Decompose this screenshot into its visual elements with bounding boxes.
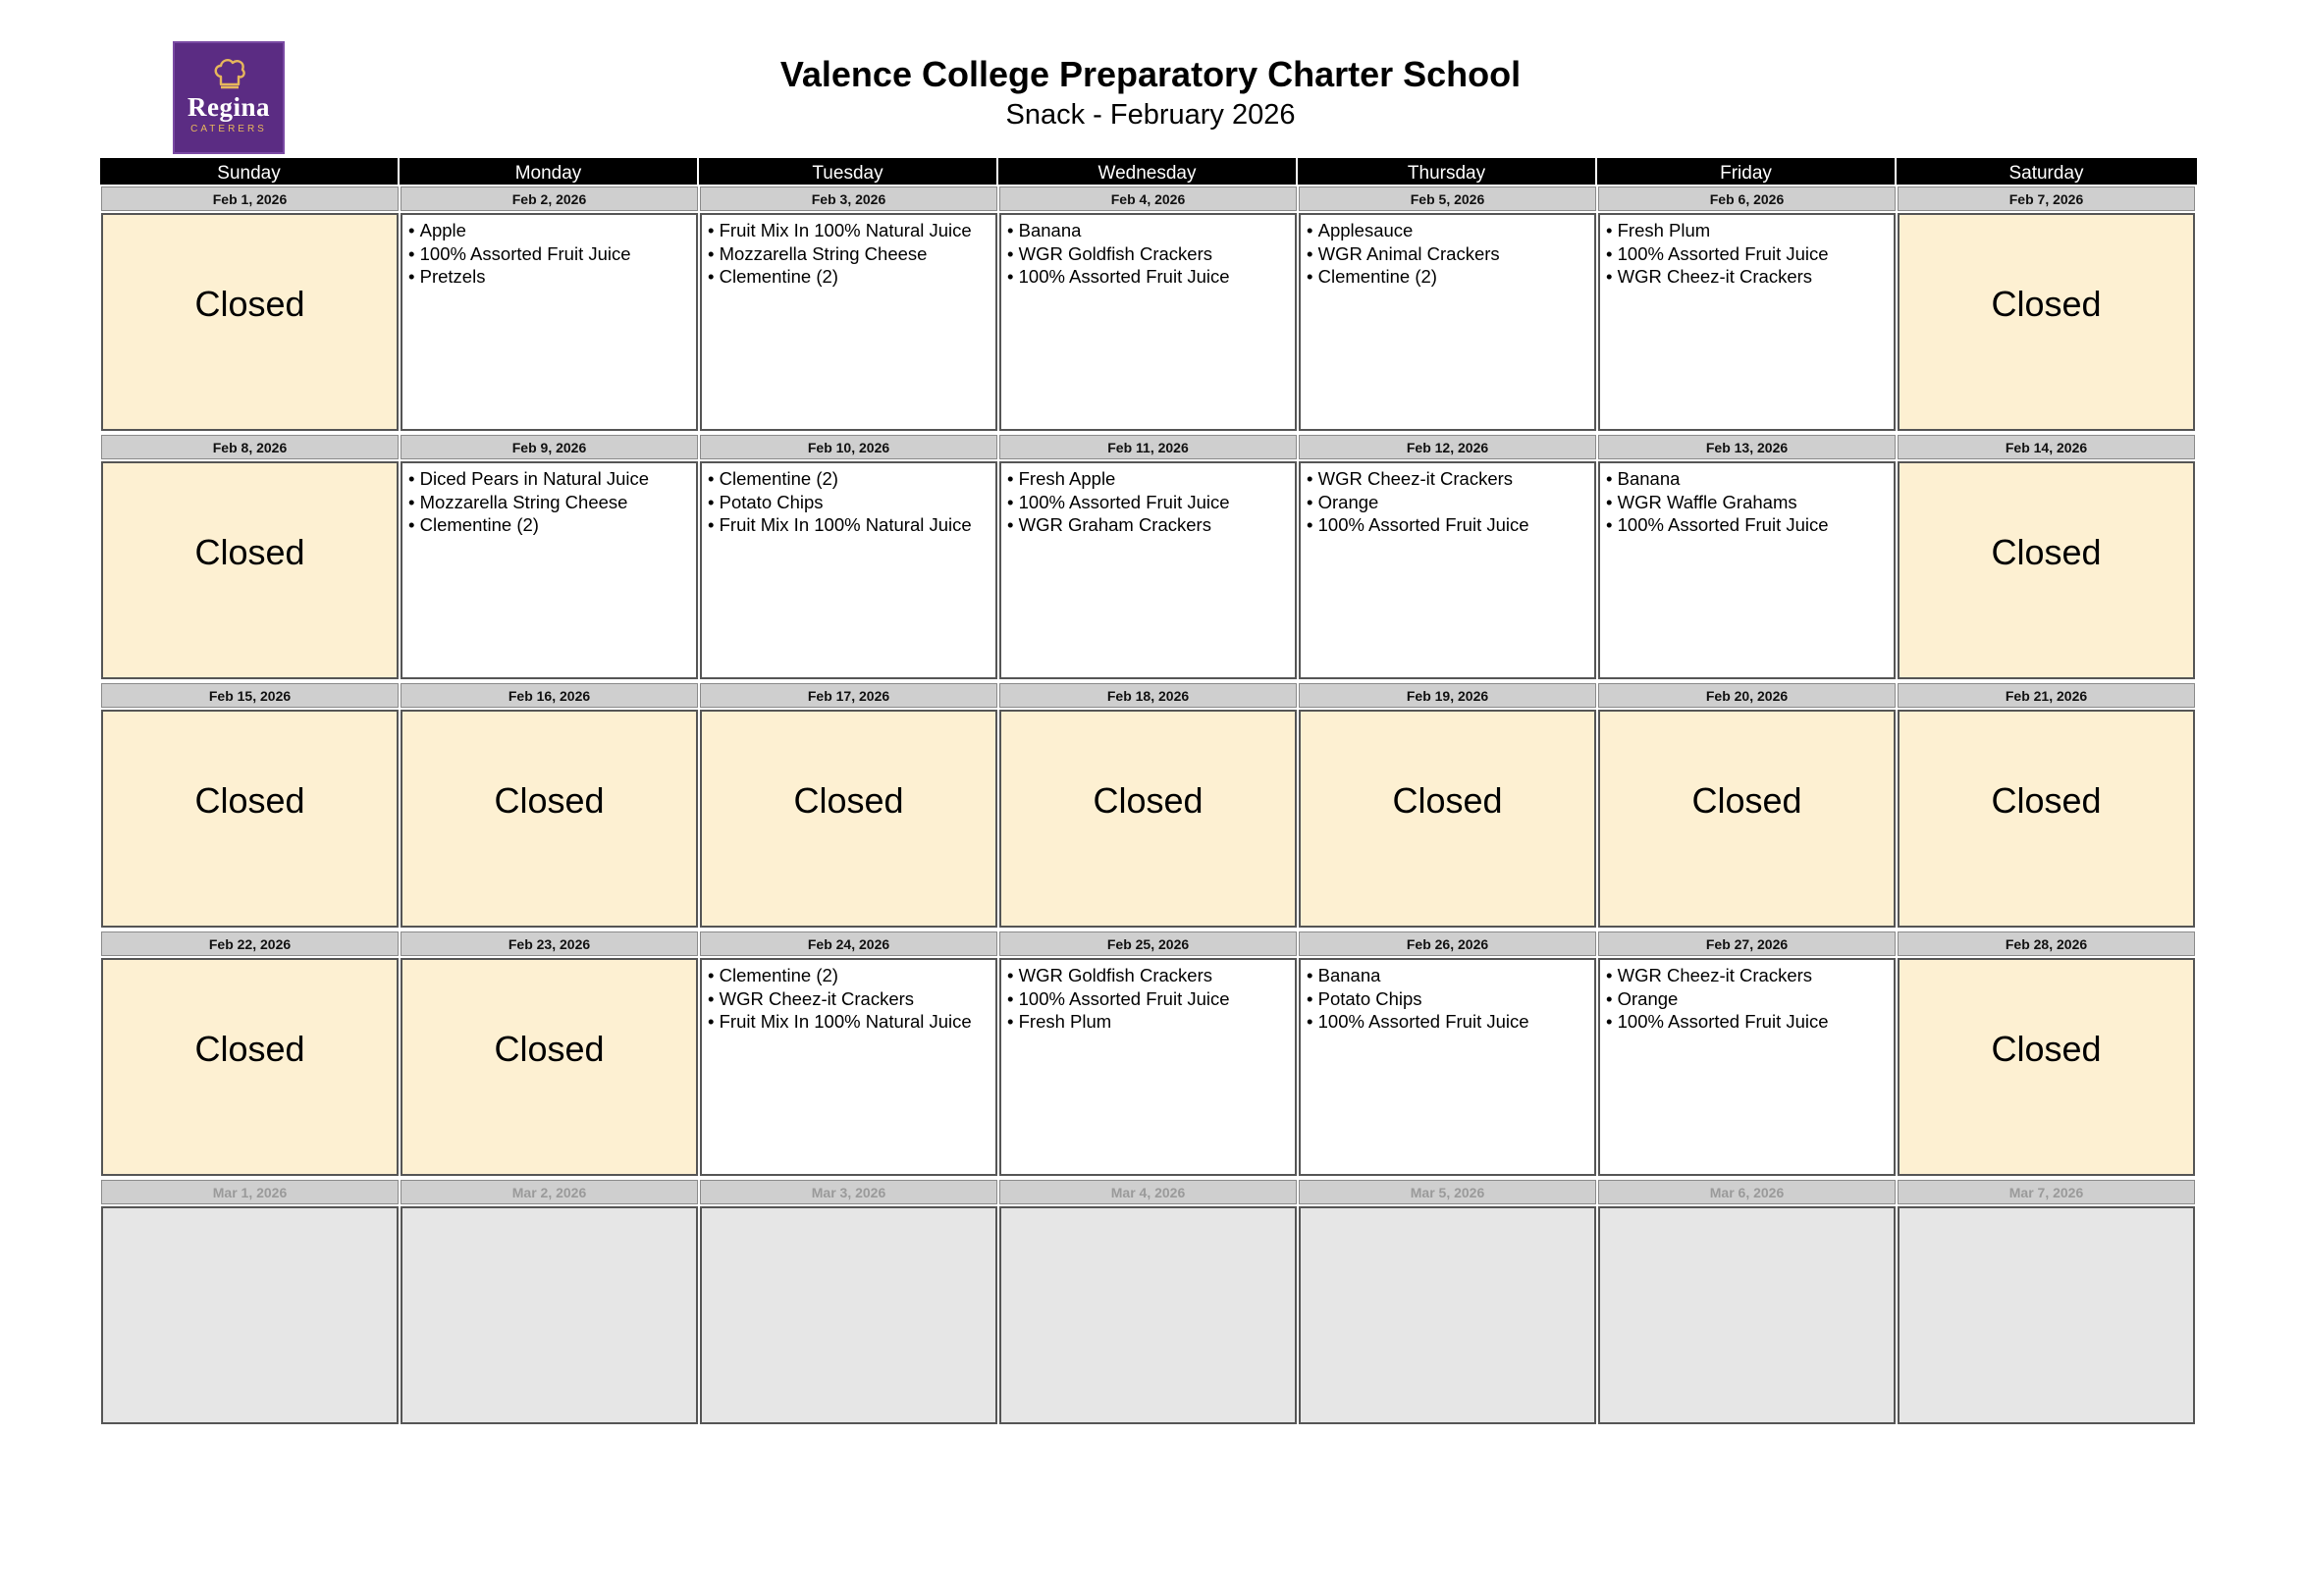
day-date: Feb 9, 2026 [401, 435, 698, 459]
snack-list [402, 463, 696, 537]
day-cell [1597, 681, 1897, 930]
closed-label: Closed [194, 284, 305, 324]
day-cell [998, 930, 1298, 1178]
day-date: Mar 2, 2026 [401, 1180, 698, 1204]
day-date: Feb 11, 2026 [999, 435, 1297, 459]
snack-item: • WGR Waffle Grahams [1606, 491, 1894, 514]
day-cell [699, 185, 998, 433]
day-date: Feb 17, 2026 [700, 683, 997, 708]
day-date: Feb 2, 2026 [401, 186, 698, 211]
day-date: Feb 7, 2026 [1898, 186, 2195, 211]
day-date: Mar 5, 2026 [1299, 1180, 1596, 1204]
page-title: Valence College Preparatory Charter School [779, 54, 1522, 94]
day-date: Feb 27, 2026 [1598, 931, 1896, 956]
day-body [1598, 1206, 1896, 1424]
day-body [1898, 958, 2195, 1176]
day-cell [1897, 681, 2196, 930]
day-body [700, 1206, 997, 1424]
day-body [1898, 461, 2195, 679]
day-body [1299, 213, 1596, 431]
day-date: Mar 1, 2026 [101, 1180, 399, 1204]
day-date: Feb 19, 2026 [1299, 683, 1596, 708]
snack-item: • WGR Cheez-it Crackers [708, 987, 995, 1011]
day-body [401, 1206, 698, 1424]
day-body [101, 1206, 399, 1424]
day-date: Feb 26, 2026 [1299, 931, 1596, 956]
snack-item: • 100% Assorted Fruit Juice [1606, 513, 1894, 537]
day-cell [699, 433, 998, 681]
calendar [100, 158, 2197, 1426]
day-body [1299, 710, 1596, 928]
snack-item: • 100% Assorted Fruit Juice [1007, 987, 1295, 1011]
snack-list [702, 215, 995, 289]
day-cell [400, 930, 699, 1178]
snack-item: • 100% Assorted Fruit Juice [1007, 491, 1295, 514]
snack-item: • Clementine (2) [708, 467, 995, 491]
closed-label: Closed [1991, 532, 2102, 572]
day-cell [998, 185, 1298, 433]
closed-label: Closed [194, 780, 305, 821]
snack-list [1001, 463, 1295, 537]
weekday-sunday: Sunday [100, 158, 400, 185]
day-cell [400, 433, 699, 681]
day-cell [1597, 930, 1897, 1178]
day-date: Feb 10, 2026 [700, 435, 997, 459]
snack-item: • WGR Cheez-it Crackers [1606, 964, 1894, 987]
snack-item: • WGR Graham Crackers [1007, 513, 1295, 537]
day-date: Mar 6, 2026 [1598, 1180, 1896, 1204]
day-date: Feb 5, 2026 [1299, 186, 1596, 211]
day-date: Feb 15, 2026 [101, 683, 399, 708]
day-body [1598, 213, 1896, 431]
day-date: Mar 3, 2026 [700, 1180, 997, 1204]
day-date: Feb 18, 2026 [999, 683, 1297, 708]
closed-label: Closed [494, 1029, 605, 1069]
snack-item: • Applesauce [1307, 219, 1594, 242]
day-body [999, 710, 1297, 928]
closed-label: Closed [1392, 780, 1503, 821]
day-cell [998, 681, 1298, 930]
day-body [999, 213, 1297, 431]
snack-list [1301, 215, 1594, 289]
snack-item: • Potato Chips [708, 491, 995, 514]
snack-item: • Clementine (2) [708, 265, 995, 289]
snack-item: • Fruit Mix In 100% Natural Juice [708, 219, 995, 242]
day-body [1299, 1206, 1596, 1424]
day-date: Feb 4, 2026 [999, 186, 1297, 211]
snack-item: • Orange [1307, 491, 1594, 514]
day-cell [1298, 681, 1597, 930]
day-body [1598, 461, 1896, 679]
closed-label: Closed [1093, 780, 1204, 821]
snack-list [1600, 215, 1894, 289]
calendar-week [100, 1178, 2197, 1426]
calendar-week [100, 433, 2197, 681]
day-cell [699, 1178, 998, 1426]
weekday-monday: Monday [400, 158, 699, 185]
snack-item: • Apple [408, 219, 696, 242]
calendar-week [100, 681, 2197, 930]
day-body [1299, 958, 1596, 1176]
day-cell [400, 185, 699, 433]
day-body [1898, 710, 2195, 928]
day-date: Feb 23, 2026 [401, 931, 698, 956]
day-cell [1298, 185, 1597, 433]
snack-item: • WGR Cheez-it Crackers [1307, 467, 1594, 491]
snack-item: • WGR Animal Crackers [1307, 242, 1594, 266]
weekday-tuesday: Tuesday [699, 158, 998, 185]
day-body [101, 958, 399, 1176]
day-date: Feb 3, 2026 [700, 186, 997, 211]
day-body [101, 710, 399, 928]
logo-subtitle: CATERERS [190, 124, 267, 134]
day-body [1598, 710, 1896, 928]
day-cell [1298, 433, 1597, 681]
day-cell [1298, 930, 1597, 1178]
day-cell [1597, 433, 1897, 681]
snack-item: • Fresh Apple [1007, 467, 1295, 491]
closed-label: Closed [793, 780, 904, 821]
day-cell [100, 681, 400, 930]
calendar-week [100, 930, 2197, 1178]
snack-item: • 100% Assorted Fruit Juice [1606, 1010, 1894, 1034]
snack-list [702, 960, 995, 1034]
snack-item: • Mozzarella String Cheese [408, 491, 696, 514]
day-body [1898, 1206, 2195, 1424]
day-date: Feb 1, 2026 [101, 186, 399, 211]
snack-item: • Fresh Plum [1007, 1010, 1295, 1034]
snack-item: • WGR Goldfish Crackers [1007, 964, 1295, 987]
day-date: Feb 12, 2026 [1299, 435, 1596, 459]
day-body [1299, 461, 1596, 679]
day-cell [1897, 433, 2196, 681]
snack-item: • Clementine (2) [708, 964, 995, 987]
snack-list [1001, 960, 1295, 1034]
day-date: Feb 6, 2026 [1598, 186, 1896, 211]
weekday-friday: Friday [1597, 158, 1897, 185]
day-body [401, 213, 698, 431]
day-date: Mar 4, 2026 [999, 1180, 1297, 1204]
snack-list [702, 463, 995, 537]
day-cell [699, 681, 998, 930]
snack-item: • Banana [1007, 219, 1295, 242]
day-date: Feb 22, 2026 [101, 931, 399, 956]
day-body [999, 958, 1297, 1176]
snack-item: • 100% Assorted Fruit Juice [408, 242, 696, 266]
day-date: Feb 21, 2026 [1898, 683, 2195, 708]
calendar-weeks [100, 185, 2197, 1426]
closed-label: Closed [194, 532, 305, 572]
snack-item: • Orange [1606, 987, 1894, 1011]
snack-list [402, 215, 696, 289]
closed-label: Closed [1991, 1029, 2102, 1069]
day-body [999, 461, 1297, 679]
day-date: Feb 13, 2026 [1598, 435, 1896, 459]
day-cell [699, 930, 998, 1178]
snack-item: • 100% Assorted Fruit Juice [1606, 242, 1894, 266]
day-body [1598, 958, 1896, 1176]
snack-item: • WGR Goldfish Crackers [1007, 242, 1295, 266]
day-cell [100, 433, 400, 681]
snack-list [1001, 215, 1295, 289]
snack-item: • Fresh Plum [1606, 219, 1894, 242]
snack-item: • Pretzels [408, 265, 696, 289]
day-cell [1897, 185, 2196, 433]
day-cell [400, 681, 699, 930]
logo-brand: Regina [187, 92, 270, 122]
day-cell [1897, 1178, 2196, 1426]
day-body [700, 461, 997, 679]
day-date: Mar 7, 2026 [1898, 1180, 2195, 1204]
day-cell [1298, 1178, 1597, 1426]
closed-label: Closed [1991, 780, 2102, 821]
snack-item: • Banana [1606, 467, 1894, 491]
calendar-week [100, 185, 2197, 433]
snack-item: • Fruit Mix In 100% Natural Juice [708, 513, 995, 537]
day-body [101, 461, 399, 679]
snack-item: • Diced Pears in Natural Juice [408, 467, 696, 491]
day-cell [100, 930, 400, 1178]
day-cell [1597, 1178, 1897, 1426]
snack-list [1301, 463, 1594, 537]
snack-item: • 100% Assorted Fruit Juice [1307, 1010, 1594, 1034]
closed-label: Closed [494, 780, 605, 821]
snack-item: • Banana [1307, 964, 1594, 987]
page-subtitle: Snack - February 2026 [1005, 99, 1296, 131]
closed-label: Closed [194, 1029, 305, 1069]
snack-item: • Fruit Mix In 100% Natural Juice [708, 1010, 995, 1034]
snack-item: • 100% Assorted Fruit Juice [1007, 265, 1295, 289]
snack-list [1301, 960, 1594, 1034]
closed-label: Closed [1991, 284, 2102, 324]
day-date: Feb 25, 2026 [999, 931, 1297, 956]
day-body [999, 1206, 1297, 1424]
snack-item: • 100% Assorted Fruit Juice [1307, 513, 1594, 537]
day-cell [1597, 185, 1897, 433]
day-body [401, 461, 698, 679]
day-cell [400, 1178, 699, 1426]
day-body [101, 213, 399, 431]
day-date: Feb 24, 2026 [700, 931, 997, 956]
day-body [401, 710, 698, 928]
snack-list [1600, 960, 1894, 1034]
day-body [401, 958, 698, 1176]
day-cell [998, 433, 1298, 681]
day-body [700, 710, 997, 928]
weekday-saturday: Saturday [2008, 163, 2084, 184]
day-date: Feb 20, 2026 [1598, 683, 1896, 708]
day-body [700, 958, 997, 1176]
weekday-wednesday: Wednesday [998, 158, 1298, 185]
day-body [1898, 213, 2195, 431]
day-cell [998, 1178, 1298, 1426]
day-date: Feb 28, 2026 [1898, 931, 2195, 956]
day-body [700, 213, 997, 431]
snack-item: • Clementine (2) [1307, 265, 1594, 289]
day-cell [100, 185, 400, 433]
snack-item: • Mozzarella String Cheese [708, 242, 995, 266]
snack-list [1600, 463, 1894, 537]
snack-item: • WGR Cheez-it Crackers [1606, 265, 1894, 289]
weekday-thursday: Thursday [1298, 158, 1597, 185]
snack-item: • Potato Chips [1307, 987, 1594, 1011]
snack-item: • Clementine (2) [408, 513, 696, 537]
day-date: Feb 8, 2026 [101, 435, 399, 459]
day-date: Feb 14, 2026 [1898, 435, 2195, 459]
weekday-header [100, 158, 2197, 185]
day-date: Feb 16, 2026 [401, 683, 698, 708]
day-cell [1897, 930, 2196, 1178]
day-cell [100, 1178, 400, 1426]
closed-label: Closed [1691, 780, 1802, 821]
